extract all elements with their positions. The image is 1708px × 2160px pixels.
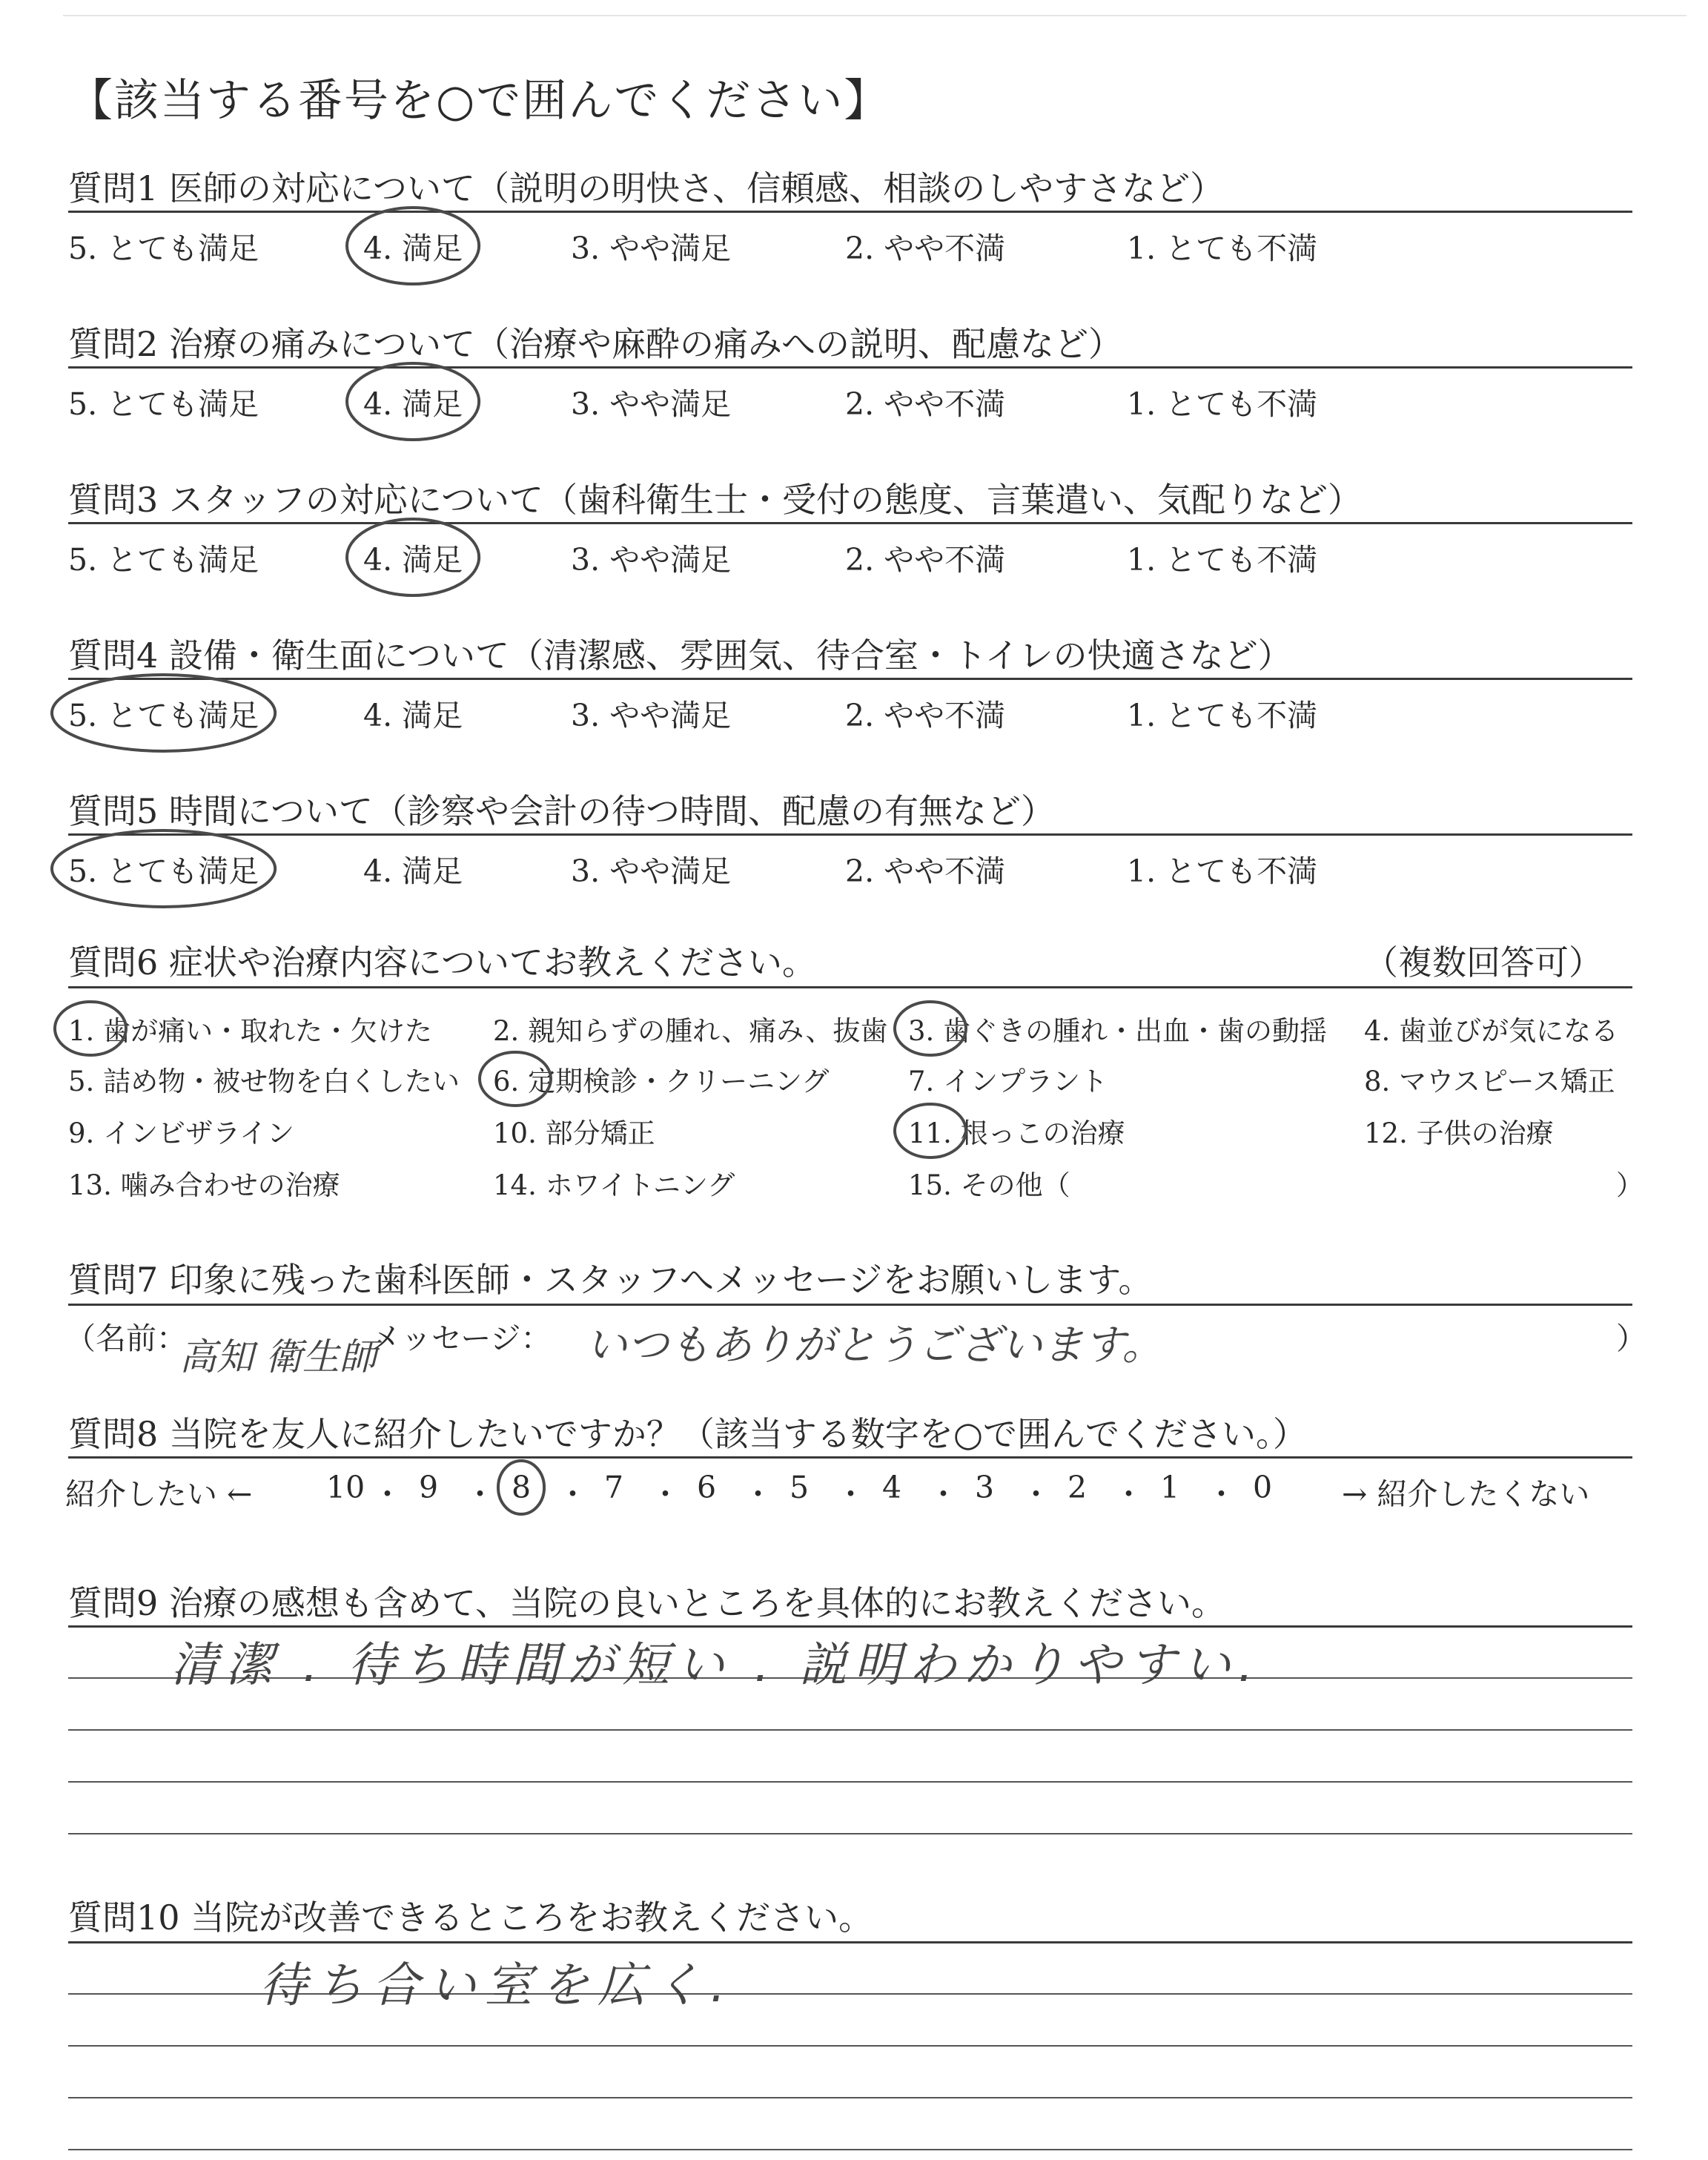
q10-answer-handwritten[interactable]: 待ち合い室を広く. (259, 1958, 735, 2013)
q8-scale-separator: ・ (1021, 1476, 1051, 1512)
q1-option-2[interactable]: 2. やや不満 (845, 231, 1006, 266)
q8-scale-separator: ・ (743, 1476, 773, 1512)
q6-option-7[interactable]: 7. インプラント (908, 1066, 1108, 1097)
q8-scale-7[interactable]: 7 (604, 1470, 624, 1505)
q6-other-close: ） (1616, 1169, 1644, 1201)
q4-rule (68, 678, 1632, 680)
q4-option-4[interactable]: 4. 満足 (363, 698, 463, 733)
q2-option-5[interactable]: 5. とても満足 (68, 386, 259, 422)
q10-title: 質問10 当院が改善できるところをお教えください。 (68, 1898, 873, 1938)
q8-scale-separator: ・ (372, 1476, 403, 1512)
q8-scale-4[interactable]: 4 (882, 1470, 902, 1505)
q1-rule (68, 211, 1632, 213)
q10-rule-3 (68, 2045, 1632, 2047)
q6-title: 質問6 症状や治療内容についてお教えください。 (68, 942, 816, 982)
q6-option-9[interactable]: 9. インビザライン (68, 1117, 294, 1149)
q6-option-5[interactable]: 5. 詰め物・被せ物を白くしたい (68, 1066, 460, 1097)
q4-title: 質問4 設備・衛生面について（清潔感、雰囲気、待合室・トイレの快適さなど） (68, 635, 1292, 676)
q6-option-13[interactable]: 13. 噛み合わせの治療 (68, 1169, 340, 1201)
q6-rule (68, 986, 1632, 988)
q8-scale-3[interactable]: 3 (975, 1470, 995, 1505)
q4-option-1[interactable]: 1. とても不満 (1127, 698, 1318, 733)
q5-option-5[interactable]: 5. とても満足 (68, 853, 259, 889)
q8-scale-separator: ・ (557, 1476, 588, 1512)
q3-option-2[interactable]: 2. やや不満 (845, 542, 1006, 578)
q7-close-paren: ） (1616, 1321, 1646, 1356)
q6-option-8[interactable]: 8. マウスピース矯正 (1364, 1066, 1615, 1097)
q8-scale-separator: ・ (835, 1476, 866, 1512)
q8-title: 質問8 当院を友人に紹介したいですか？（該当する数字を○で囲んでください。） (68, 1414, 1308, 1454)
q9-rule-3 (68, 1729, 1632, 1731)
q6-option-14[interactable]: 14. ホワイトニング (493, 1169, 735, 1201)
q8-scale-6[interactable]: 6 (697, 1470, 717, 1505)
q6-option-10[interactable]: 10. 部分矯正 (493, 1117, 655, 1149)
q6-option-11[interactable]: 11. 根っこの治療 (908, 1117, 1125, 1149)
q5-option-2[interactable]: 2. やや不満 (845, 853, 1006, 889)
q7-name-label: （名前： (65, 1321, 187, 1356)
q8-right-label: → 紹介したくない (1342, 1476, 1590, 1512)
q7-message-handwritten[interactable]: いつもありがとうございます。 (586, 1321, 1164, 1370)
q8-left-label: 紹介したい ← (65, 1476, 253, 1512)
q8-scale-separator: ・ (928, 1476, 959, 1512)
q10-rule-1 (68, 1941, 1632, 1943)
q1-option-4[interactable]: 4. 満足 (363, 231, 463, 266)
q7-title: 質問7 印象に残った歯科医師・スタッフへメッセージをお願いします。 (68, 1260, 1153, 1300)
q8-scale-separator: ・ (465, 1476, 495, 1512)
q8-scale-8[interactable]: 8 (512, 1470, 532, 1505)
q7-rule (68, 1304, 1632, 1306)
q9-rule-5 (68, 1833, 1632, 1834)
q2-option-4[interactable]: 4. 満足 (363, 386, 463, 422)
form-header: 【該当する番号を○で囲んでください】 (68, 75, 890, 127)
q8-scale-10[interactable]: 10 (326, 1470, 365, 1505)
q3-option-4[interactable]: 4. 満足 (363, 542, 463, 578)
q1-option-1[interactable]: 1. とても不満 (1127, 231, 1318, 266)
q3-option-1[interactable]: 1. とても不満 (1127, 542, 1318, 578)
q7-message-label: メッセージ： (371, 1321, 552, 1356)
q2-option-2[interactable]: 2. やや不満 (845, 386, 1006, 422)
q5-option-3[interactable]: 3. やや満足 (571, 853, 732, 889)
q4-option-2[interactable]: 2. やや不満 (845, 698, 1006, 733)
q9-title: 質問9 治療の感想も含めて、当院の良いところを具体的にお教えください。 (68, 1583, 1225, 1623)
q8-scale-separator: ・ (1206, 1476, 1237, 1512)
q6-option-2[interactable]: 2. 親知らずの腫れ、痛み、抜歯 (493, 1015, 888, 1047)
q1-title: 質問1 医師の対応について（説明の明快さ、信頼感、相談のしやすさなど） (68, 168, 1225, 208)
q10-rule-4 (68, 2097, 1632, 2098)
q3-option-5[interactable]: 5. とても満足 (68, 542, 259, 578)
q8-scale-0[interactable]: 0 (1253, 1470, 1273, 1505)
q6-option-1[interactable]: 1. 歯が痛い・取れた・欠けた (68, 1015, 433, 1047)
q5-title: 質問5 時間について（診察や会計の待つ時間、配慮の有無など） (68, 791, 1055, 831)
q2-rule (68, 366, 1632, 369)
q7-name-handwritten[interactable]: 高知 衛生師 (179, 1335, 377, 1378)
q2-option-1[interactable]: 1. とても不満 (1127, 386, 1318, 422)
q8-scale-2[interactable]: 2 (1068, 1470, 1088, 1505)
q6-option-6[interactable]: 6. 定期検診・クリーニング (493, 1066, 830, 1097)
q9-rule-4 (68, 1781, 1632, 1783)
q10-rule-5 (68, 2149, 1632, 2150)
q6-option-15[interactable]: 15. その他（ (908, 1169, 1070, 1201)
q2-title: 質問2 治療の痛みについて（治療や麻酔の痛みへの説明、配慮など） (68, 324, 1123, 364)
q8-scale-9[interactable]: 9 (419, 1470, 439, 1505)
q8-scale-5[interactable]: 5 (790, 1470, 810, 1505)
q6-option-4[interactable]: 4. 歯並びが気になる (1364, 1015, 1619, 1047)
q8-scale-1[interactable]: 1 (1160, 1470, 1180, 1505)
q4-option-5[interactable]: 5. とても満足 (68, 698, 259, 733)
q3-title: 質問3 スタッフの対応について（歯科衛生士・受付の態度、言葉遣い、気配りなど） (68, 480, 1362, 520)
q3-rule (68, 522, 1632, 524)
q1-option-3[interactable]: 3. やや満足 (571, 231, 732, 266)
q6-note: （複数回答可） (1364, 942, 1603, 982)
q5-option-4[interactable]: 4. 満足 (363, 853, 463, 889)
q5-rule (68, 833, 1632, 836)
q6-option-3[interactable]: 3. 歯ぐきの腫れ・出血・歯の動揺 (908, 1015, 1328, 1047)
q1-option-5[interactable]: 5. とても満足 (68, 231, 259, 266)
q6-option-12[interactable]: 12. 子供の治療 (1364, 1117, 1554, 1149)
q9-answer-handwritten[interactable]: 清潔 . 待ち時間が短い . 説明わかりやすい. (171, 1638, 1261, 1693)
q4-option-3[interactable]: 3. やや満足 (571, 698, 732, 733)
q2-option-3[interactable]: 3. やや満足 (571, 386, 732, 422)
q3-option-3[interactable]: 3. やや満足 (571, 542, 732, 578)
q5-option-1[interactable]: 1. とても不満 (1127, 853, 1318, 889)
q8-rule (68, 1456, 1632, 1459)
q8-scale-separator: ・ (650, 1476, 681, 1512)
q8-scale-separator: ・ (1113, 1476, 1144, 1512)
scan-top-edge (63, 15, 1687, 16)
